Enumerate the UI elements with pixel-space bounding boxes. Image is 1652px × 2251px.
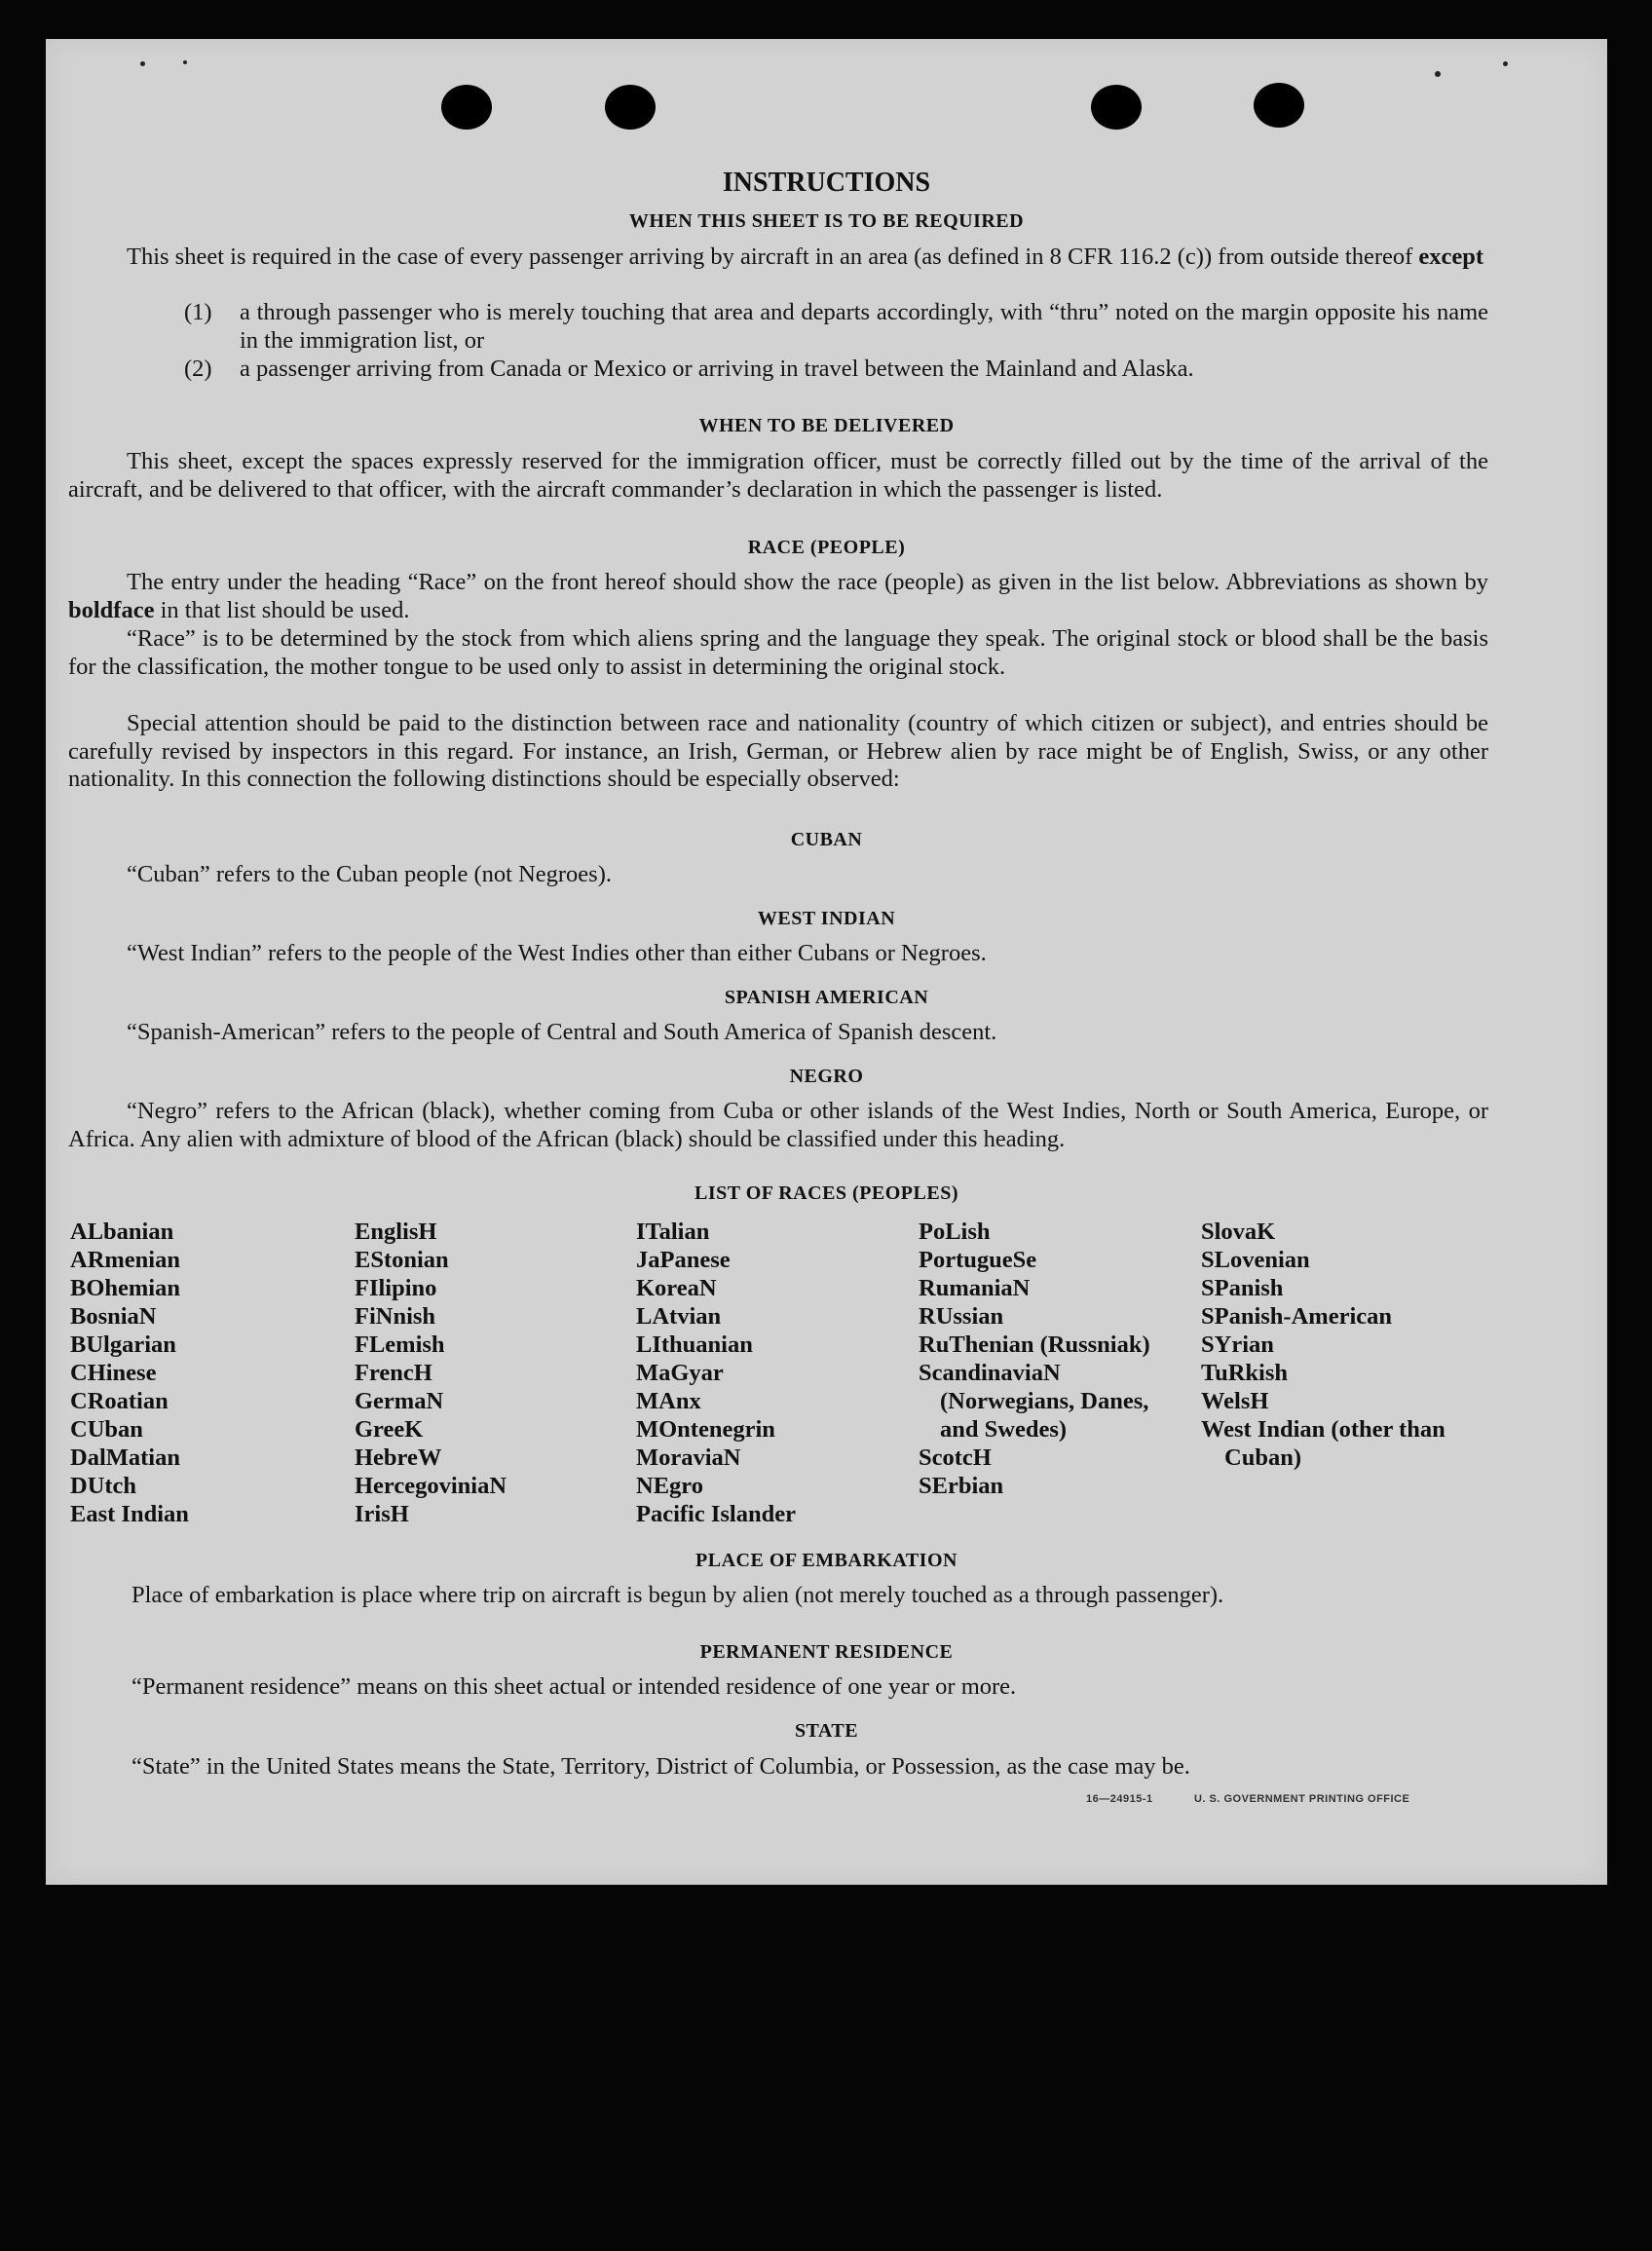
race-entry: ALbanian xyxy=(70,1219,174,1245)
race-entry: GermaN xyxy=(355,1388,444,1414)
race-paragraph-1: The entry under the heading “Race” on the front hereof should show the race (people) as given in the list below. Abbreviations as shown by boldface in that list should be used. xyxy=(68,569,1488,623)
race-entry: BOhemian xyxy=(70,1275,180,1301)
race-entry: EStonian xyxy=(355,1247,449,1273)
race-entry: FLemish xyxy=(355,1332,445,1358)
when-delivered-text: This sheet, except the spaces expressly reserved for the immigration officer, must be correctly filled out by the time of the arrival of the aircraft, and be delivered to that officer, with the aircraft commander’s declaration in which the passenger is listed. xyxy=(68,448,1488,503)
race-entry: CUban xyxy=(70,1416,143,1443)
race-entry: IrisH xyxy=(355,1501,409,1527)
race-column-4 xyxy=(919,1218,1177,1500)
heading-cuban: CUBAN xyxy=(790,829,863,850)
race-entry: CHinese xyxy=(70,1360,157,1386)
race-entry: HercegoviniaN xyxy=(355,1473,507,1499)
race-entry: MOntenegrin xyxy=(636,1416,775,1443)
race-entry: SPanish-American xyxy=(1201,1303,1392,1330)
speck xyxy=(140,61,145,66)
race-entry: PoLish xyxy=(919,1219,991,1245)
race-entry: CRoatian xyxy=(70,1388,169,1414)
punch-hole xyxy=(441,85,492,130)
heading-list-of-races: LIST OF RACES (PEOPLES) xyxy=(694,1182,958,1204)
speck xyxy=(1435,71,1441,77)
race-entry: NEgro xyxy=(636,1473,703,1499)
race-entry: Pacific Islander xyxy=(636,1501,796,1527)
race-entry: FrencH xyxy=(355,1360,432,1386)
heading-negro: NEGRO xyxy=(789,1066,864,1087)
race-entry: WelsH xyxy=(1201,1388,1269,1414)
heading-when-delivered: WHEN TO BE DELIVERED xyxy=(698,415,955,436)
race-entry: MaGyar xyxy=(636,1360,724,1386)
race-column-3 xyxy=(636,1218,899,1528)
spanish-american-text: “Spanish-American” refers to the people of Central and South America of Spanish descent. xyxy=(127,1019,997,1045)
race-entry: PortugueSe xyxy=(919,1247,1037,1273)
race-entry: LIthuanian xyxy=(636,1332,753,1358)
race-entry: DalMatian xyxy=(70,1444,180,1471)
race-entry: HebreW xyxy=(355,1444,442,1471)
race-entry: EnglisH xyxy=(355,1219,437,1245)
race-entry: DUtch xyxy=(70,1473,137,1499)
punch-hole xyxy=(605,85,656,130)
race-entry: RumaniaN xyxy=(919,1275,1031,1301)
heading-when-required: WHEN THIS SHEET IS TO BE REQUIRED xyxy=(628,210,1025,232)
printer-imprint: U. S. GOVERNMENT PRINTING OFFICE xyxy=(1194,1793,1410,1805)
race-entry: RuThenian (Russniak) xyxy=(919,1332,1150,1358)
race-entry: TuRkish xyxy=(1201,1360,1289,1386)
speck xyxy=(1503,61,1508,66)
residence-text: “Permanent residence” means on this sheet actual or intended residence of one year or more. xyxy=(131,1673,1017,1700)
race-entry: SErbian xyxy=(919,1473,1004,1499)
race-entry: MAnx xyxy=(636,1388,701,1414)
race-entry: RUssian xyxy=(919,1303,1004,1330)
race-entry: FIlipino xyxy=(355,1275,437,1301)
race-entry: BosniaN xyxy=(70,1303,157,1330)
heading-spanish-american: SPANISH AMERICAN xyxy=(724,987,929,1008)
race-column-5 xyxy=(1201,1218,1493,1472)
race-entry: ITalian xyxy=(636,1219,710,1245)
race-entry: SYrian xyxy=(1201,1332,1274,1358)
race-paragraph-2: “Race” is to be determined by the stock from which aliens spring and the language they speak. The original stock or blood shall be the basis for the classification, the mother tongue to be used only to assist in determining the original stock. xyxy=(68,625,1488,680)
heading-race: RACE (PEOPLE) xyxy=(747,537,906,558)
punch-hole xyxy=(1091,85,1142,130)
punch-hole xyxy=(1254,83,1304,128)
document-sheet xyxy=(46,39,1607,1885)
west-indian-text: “West Indian” refers to the people of the West Indies other than either Cubans or Negroes. xyxy=(127,940,987,966)
speck xyxy=(183,60,187,64)
race-entry: KoreaN xyxy=(636,1275,717,1301)
race-entry: LAtvian xyxy=(636,1303,722,1330)
race-entry: ARmenian xyxy=(70,1247,180,1273)
race-entry: SPanish xyxy=(1201,1275,1284,1301)
exception-item-1: (1) a through passenger who is merely touching that area and departs accordingly, with “thru” noted on the margin opposite his name in the immigration list, or xyxy=(184,299,1488,354)
heading-embarkation: PLACE OF EMBARKATION xyxy=(695,1550,957,1571)
exception-item-2: (2) a passenger arriving from Canada or Mexico or arriving in travel between the Mainland and Alaska. xyxy=(184,356,1194,382)
race-entry: BUlgarian xyxy=(70,1332,176,1358)
heading-permanent-residence: PERMANENT RESIDENCE xyxy=(699,1641,954,1663)
page-title: INSTRUCTIONS xyxy=(722,168,931,198)
race-entry: ScandinaviaN (Norwegians, Danes, and Swedes) xyxy=(919,1360,1149,1443)
when-required-intro: This sheet is required in the case of every passenger arriving by aircraft in an area (as defined in 8 CFR 116.2 (c)) from outside thereof except xyxy=(127,244,1484,270)
cuban-text: “Cuban” refers to the Cuban people (not Negroes). xyxy=(127,861,612,887)
race-entry: ScotcH xyxy=(919,1444,992,1471)
heading-state: STATE xyxy=(794,1720,859,1742)
race-column-1 xyxy=(70,1218,323,1528)
race-entry: East Indian xyxy=(70,1501,189,1527)
race-entry: MoraviaN xyxy=(636,1444,741,1471)
embarkation-text: Place of embarkation is place where trip on aircraft is begun by alien (not merely touched as a through passenger). xyxy=(131,1582,1224,1608)
race-column-2 xyxy=(355,1218,608,1528)
negro-text: “Negro” refers to the African (black), whether coming from Cuba or other islands of the West Indies, North or South America, Europe, or Africa. Any alien with admixture of blood of the African (black) should be classified under this heading. xyxy=(68,1098,1488,1152)
race-entry: GreeK xyxy=(355,1416,424,1443)
race-entry: SlovaK xyxy=(1201,1219,1276,1245)
race-entry: FiNnish xyxy=(355,1303,436,1330)
state-text: “State” in the United States means the State, Territory, District of Columbia, or Possession, as the case may be. xyxy=(131,1753,1190,1780)
race-paragraph-3: Special attention should be paid to the distinction between race and nationality (country of which citizen or subject), and entries should be carefully revised by inspectors in this regard. For instance, an Irish, German, or Hebrew alien by race might be of English, Swiss, or any other nationality. In this connection the following distinctions should be especially observed: xyxy=(68,710,1488,792)
race-entry: West Indian (other than Cuban) xyxy=(1201,1416,1446,1471)
race-entry: JaPanese xyxy=(636,1247,731,1273)
heading-west-indian: WEST INDIAN xyxy=(757,908,896,929)
form-number: 16—24915-1 xyxy=(1086,1793,1153,1805)
race-entry: SLovenian xyxy=(1201,1247,1310,1273)
